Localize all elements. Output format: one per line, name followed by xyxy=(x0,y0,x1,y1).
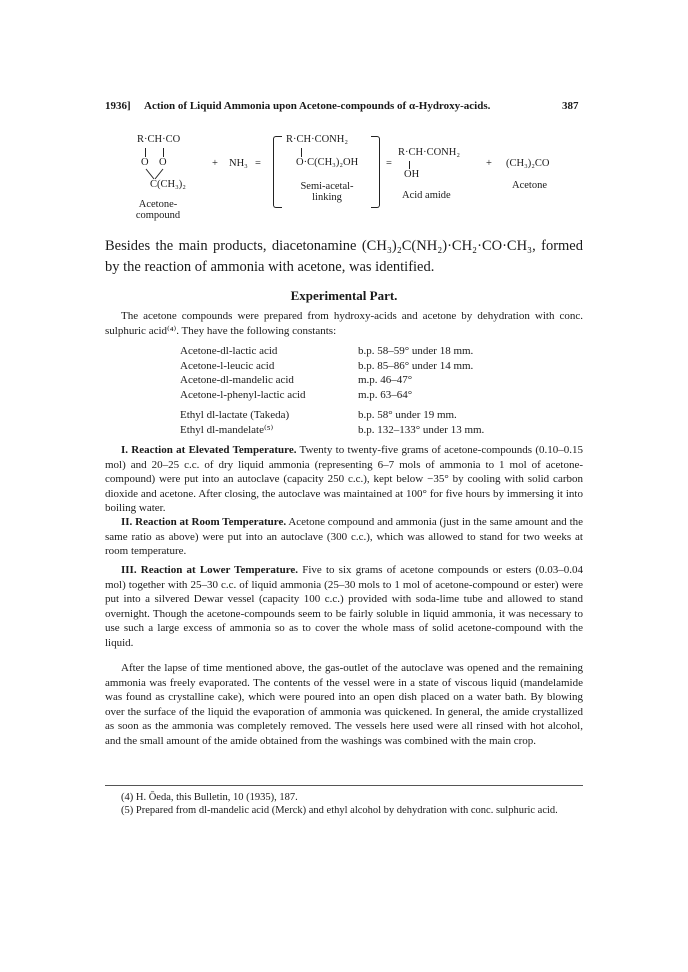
acetone-compound-label-1: Acetone- xyxy=(138,199,178,210)
acetone-label: Acetone xyxy=(512,180,547,191)
table-row xyxy=(180,373,484,388)
compound-constant: b.p. 85–86° under 14 mm. xyxy=(358,359,474,372)
semi-acetal-label-2: linking xyxy=(312,192,342,203)
footnote-4: (4) H. Ōeda, this Bulletin, 10 (1935), 187. xyxy=(121,792,298,803)
plus-sign: + xyxy=(486,158,492,169)
bracket-left xyxy=(273,136,282,208)
acetone-compound-label-2: compound xyxy=(135,210,181,221)
footnote-5: (5) Prepared from dl-mandelic acid (Merck) and ethyl alcohol by dehydration with conc. sulphuric acid. xyxy=(121,805,558,816)
equals-sign: = xyxy=(386,158,392,169)
equals-sign: = xyxy=(255,158,261,169)
table-row xyxy=(180,402,484,423)
semi-acetal-top: R·CH·CONH₂ xyxy=(286,134,348,145)
compound-constant: m.p. 63–64° xyxy=(358,388,413,401)
acetone-compound-top: R·CH·CO xyxy=(137,134,181,145)
section-heading: Experimental Part. xyxy=(290,288,398,303)
compound-constant: m.p. 46–47° xyxy=(358,374,413,386)
table-row xyxy=(180,423,484,438)
compound-name: Acetone-dl-mandelic acid xyxy=(180,374,294,386)
acetone-formula: (CH₃)₂CO xyxy=(506,158,550,169)
bond-line xyxy=(301,148,302,157)
compound-name: Ethyl dl-mandelate⁽⁵⁾ xyxy=(180,423,274,436)
paragraph-title: I. Reaction at Elevated Temperature. xyxy=(121,444,297,456)
paragraph-text: Five to six grams of acetone compounds or esters (0.03–0.04 mol) together with 25–30 c.c. of liquid ammonia (25–30 mols to 1 mol of acetone-compound or ester) were put into a silvered Dewar vessel (capacity 100 c.c.) provided with soda-lime tube and allowed to stand overnight. Though the acetone-compounds seem to be fairly soluble in liquid ammonia, it was necessary to use such a large excess of ammonia so as to cover the whole mass of solid acetone-compound with the liquid. xyxy=(105,564,583,649)
bond-line xyxy=(145,148,146,157)
compound-name: Acetone-dl-lactic acid xyxy=(180,345,278,357)
paragraph-text: Twenty to twenty-five grams of acetone-compounds (0.10–0.15 mol) and 20–25 c.c. of dry liquid ammonia (representing 6–7 mols of ammonia to 1 mol of acetone-compound) were put into an autoclave (capacity 250 c.c.), kept below −35° by cooling with solid carbon dioxide and acetone. After closing, the autoclave was maintained at 100° for five hours by immersing it into boiling water. xyxy=(105,444,583,514)
header-year: 1936] xyxy=(105,100,131,112)
table-row xyxy=(180,344,484,359)
table-row xyxy=(180,388,484,403)
compound-constant: b.p. 58° under 19 mm. xyxy=(358,409,457,421)
table-row xyxy=(180,359,484,374)
paragraph-after-lapse xyxy=(105,661,583,748)
compound-constant: b.p. 58–59° under 18 mm. xyxy=(358,345,474,357)
acid-amide-top: R·CH·CONH₂ xyxy=(398,147,460,158)
bond-line xyxy=(409,161,410,169)
bracket-right xyxy=(371,136,380,208)
paragraph-title: III. Reaction at Lower Temperature. xyxy=(121,564,299,576)
compound-name: Ethyl dl-lactate (Takeda) xyxy=(180,409,290,421)
paragraph-text: Acetone compound and ammonia (just in the same amount and the same ratio as above) were put into an autoclave (300 c.c.), which was allowed to stand for two weeks at room temperature. xyxy=(105,516,584,557)
paragraph-room-temperature xyxy=(105,515,583,559)
acetone-compound-o2: O xyxy=(159,157,167,168)
paragraph-elevated-temperature xyxy=(105,443,583,516)
header-title: Action of Liquid Ammonia upon Acetone-compounds of α-Hydroxy-acids. xyxy=(144,100,491,112)
intro-paragraph: The acetone compounds were prepared from hydroxy-acids and acetone by dehydration with conc. sulphuric acid⁽⁴⁾. They have the following constants: xyxy=(105,310,583,337)
compound-constant: b.p. 132–133° under 13 mm. xyxy=(358,423,485,436)
plus-sign: + xyxy=(212,158,218,169)
paragraph-lower-temperature xyxy=(105,563,583,650)
paragraph-text: After the lapse of time mentioned above, the gas-outlet of the autoclave was opened and the remaining ammonia was freely evaporated. The contents of the vessel were in a state of viscous liquid (mandelamide was found as crystalline cake), which were poured into an open dish placed on a water bath. By blowing over the surface of the liquid the evaporation of ammonia was quickened. In general, the amide crystallized as soon as the ammonia was completely removed. The vessels here used were all rinsed with hot alcohol, and the small amount of the amide obtained from the washings was combined with the main crop. xyxy=(105,662,583,747)
acid-amide-label: Acid amide xyxy=(402,190,451,201)
semi-acetal-label-1: Semi-acetal- xyxy=(300,181,354,192)
acid-amide-oh: OH xyxy=(404,169,420,180)
bond-line xyxy=(163,148,164,157)
acetone-compound-o1: O xyxy=(141,157,149,168)
besides-paragraph: Besides the main products, diacetonamine (CH₃)₂C(NH₂)·CH₂·CO·CH₃, formed by the reaction of ammonia with acetone, was identified. xyxy=(105,238,583,275)
header-page-number: 387 xyxy=(562,100,579,112)
compound-name: Acetone-l-phenyl-lactic acid xyxy=(180,388,306,401)
ammonia-formula: NH₃ xyxy=(229,158,248,169)
constants-table xyxy=(180,344,484,437)
acetone-compound-c: C(CH₃)₂ xyxy=(150,179,186,190)
semi-acetal-mid: O·C(CH₃)₂OH xyxy=(296,157,359,168)
paragraph-title: II. Reaction at Room Temperature. xyxy=(121,516,287,528)
footnote-divider xyxy=(105,785,583,786)
compound-name: Acetone-l-leucic acid xyxy=(180,359,275,372)
